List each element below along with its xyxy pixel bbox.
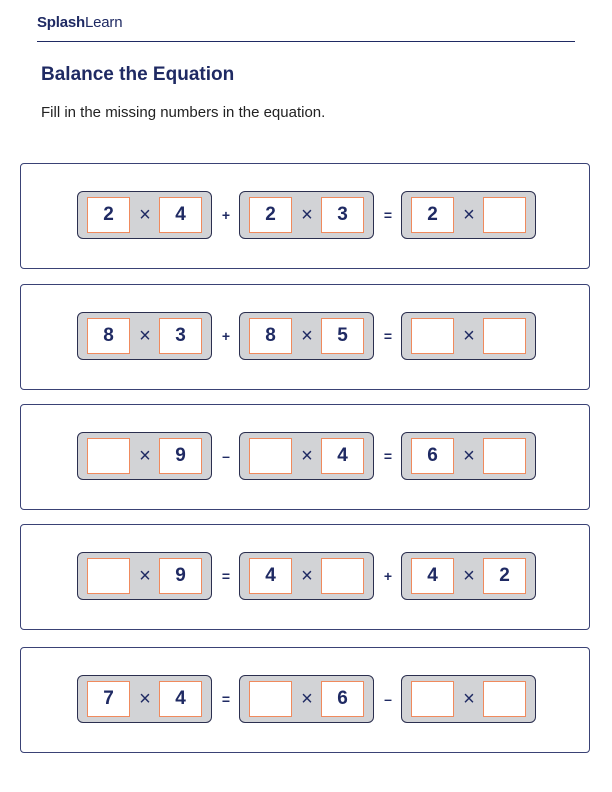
equation <box>77 675 537 725</box>
operator: + <box>221 328 231 344</box>
answer-box[interactable] <box>321 558 364 594</box>
answer-box[interactable] <box>249 438 292 474</box>
answer-box[interactable] <box>411 681 454 717</box>
times-icon: × <box>301 203 313 226</box>
answer-box[interactable]: 2 <box>483 558 526 594</box>
answer-box[interactable]: 2 <box>249 197 292 233</box>
product-group <box>77 312 212 360</box>
times-icon: × <box>139 324 151 347</box>
product-group <box>401 312 536 360</box>
times-icon: × <box>463 564 475 587</box>
answer-box[interactable]: 6 <box>411 438 454 474</box>
times-icon: × <box>139 203 151 226</box>
operator: + <box>383 568 393 584</box>
times-icon: × <box>463 687 475 710</box>
operator: = <box>221 691 231 707</box>
product-group <box>401 552 536 600</box>
answer-box[interactable]: 4 <box>249 558 292 594</box>
times-icon: × <box>301 444 313 467</box>
equation <box>77 312 537 362</box>
answer-box[interactable]: 3 <box>321 197 364 233</box>
answer-box[interactable]: 4 <box>159 681 202 717</box>
page-header <box>37 14 575 42</box>
product-group <box>239 675 374 723</box>
answer-box[interactable] <box>483 318 526 354</box>
answer-box[interactable] <box>87 558 130 594</box>
answer-box[interactable]: 4 <box>321 438 364 474</box>
operator: – <box>384 691 392 707</box>
operator: = <box>383 328 393 344</box>
equation-row-5 <box>20 647 590 753</box>
product-group <box>239 312 374 360</box>
times-icon: × <box>301 564 313 587</box>
times-icon: × <box>139 687 151 710</box>
operator: = <box>383 207 393 223</box>
equation <box>77 191 537 241</box>
instructions-text: Fill in the missing numbers in the equation. <box>41 104 326 121</box>
times-icon: × <box>463 203 475 226</box>
answer-box[interactable]: 9 <box>159 558 202 594</box>
equation <box>77 432 537 482</box>
answer-box[interactable] <box>483 438 526 474</box>
answer-box[interactable]: 2 <box>87 197 130 233</box>
answer-box[interactable]: 5 <box>321 318 364 354</box>
times-icon: × <box>139 444 151 467</box>
equation-row-2 <box>20 284 590 390</box>
answer-box[interactable]: 7 <box>87 681 130 717</box>
product-group <box>239 552 374 600</box>
product-group <box>239 191 374 239</box>
product-group <box>401 675 536 723</box>
answer-box[interactable]: 9 <box>159 438 202 474</box>
times-icon: × <box>463 324 475 347</box>
times-icon: × <box>139 564 151 587</box>
operator: = <box>383 448 393 464</box>
answer-box[interactable] <box>483 197 526 233</box>
answer-box[interactable] <box>87 438 130 474</box>
product-group <box>401 432 536 480</box>
operator: + <box>221 207 231 223</box>
answer-box[interactable]: 3 <box>159 318 202 354</box>
product-group <box>77 552 212 600</box>
equation-row-3 <box>20 404 590 510</box>
operator: = <box>221 568 231 584</box>
equation-row-1 <box>20 163 590 269</box>
answer-box[interactable]: 6 <box>321 681 364 717</box>
answer-box[interactable] <box>411 318 454 354</box>
answer-box[interactable]: 8 <box>249 318 292 354</box>
equation-row-4 <box>20 524 590 630</box>
times-icon: × <box>301 687 313 710</box>
answer-box[interactable]: 4 <box>159 197 202 233</box>
product-group <box>77 432 212 480</box>
answer-box[interactable] <box>483 681 526 717</box>
times-icon: × <box>463 444 475 467</box>
answer-box[interactable]: 4 <box>411 558 454 594</box>
answer-box[interactable]: 2 <box>411 197 454 233</box>
operator: – <box>222 448 230 464</box>
product-group <box>401 191 536 239</box>
product-group <box>239 432 374 480</box>
equation <box>77 552 537 602</box>
product-group <box>77 675 212 723</box>
answer-box[interactable] <box>249 681 292 717</box>
worksheet-title: Balance the Equation <box>41 64 235 85</box>
answer-box[interactable]: 8 <box>87 318 130 354</box>
times-icon: × <box>301 324 313 347</box>
product-group <box>77 191 212 239</box>
splashlearn-logo: SplashLearn <box>37 14 123 31</box>
